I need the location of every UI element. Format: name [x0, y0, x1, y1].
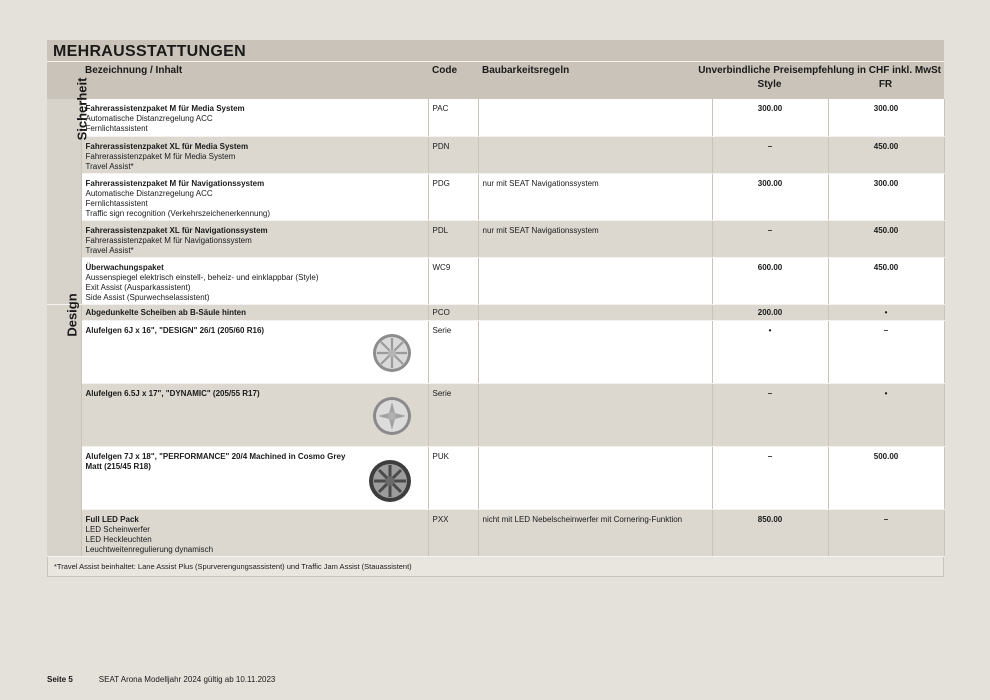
header-fr: FR — [878, 79, 893, 90]
option-description: Fahrerassistenzpaket M für Media System Automatische Distanzregelung ACC Fernlichtassistent — [81, 99, 428, 136]
option-code: WC9 — [428, 257, 478, 304]
price-fr: 300.00 — [828, 173, 944, 220]
table-row — [47, 220, 944, 257]
option-description: Full LED Pack LED Scheinwerfer LED Heckleuchten Leuchtweitenregulierung dynamisch — [81, 509, 428, 556]
option-rule — [478, 320, 712, 383]
header-bezeichnung: Bezeichnung / Inhalt — [85, 65, 183, 76]
header-code: Code — [432, 65, 457, 76]
footer-text: SEAT Arona Modelljahr 2024 gültig ab 10.11.2023 — [98, 675, 276, 684]
option-rule: nur mit SEAT Navigationssystem — [478, 220, 712, 257]
option-description: Überwachungspaket Aussenspiegel elektrisch einstell-, beheiz- und einklappbar (Style) Exit Assist (Ausparkassistent) Side Assist (Spurwechselassistent) — [81, 257, 428, 304]
price-style: – — [712, 136, 828, 173]
price-fr: 450.00 — [828, 220, 944, 257]
option-rule — [478, 136, 712, 173]
price-fr: 300.00 — [828, 99, 944, 136]
option-rule: nicht mit LED Nebelscheinwerfer mit Cornering-Funktion — [478, 509, 712, 556]
option-rule — [478, 257, 712, 304]
option-code: PDN — [428, 136, 478, 173]
price-style: – — [712, 220, 828, 257]
table-row — [47, 136, 944, 173]
page-number: Seite 5 — [47, 675, 73, 684]
table-row — [47, 320, 944, 383]
wheel-performance-icon — [368, 459, 412, 503]
price-style: 200.00 — [712, 304, 828, 320]
option-code: Serie — [428, 383, 478, 446]
option-description: Alufelgen 6J x 16", "DESIGN" 26/1 (205/60 R16) — [81, 320, 428, 383]
price-style: 300.00 — [712, 99, 828, 136]
price-style: – — [712, 446, 828, 509]
price-fr: 450.00 — [828, 257, 944, 304]
price-style: – — [712, 383, 828, 446]
table-row — [47, 257, 944, 304]
option-description: Alufelgen 7J x 18", "PERFORMANCE" 20/4 Machined in Cosmo Grey Matt (215/45 R18) — [81, 446, 428, 509]
table-header — [47, 62, 944, 99]
price-fr: • — [828, 304, 944, 320]
table-row — [47, 509, 944, 556]
option-rule — [478, 446, 712, 509]
option-code: PUK — [428, 446, 478, 509]
option-code: PDL — [428, 220, 478, 257]
price-style: • — [712, 320, 828, 383]
table-row — [47, 383, 944, 446]
price-style: 850.00 — [712, 509, 828, 556]
category-design: Design — [47, 304, 81, 556]
header-style: Style — [757, 79, 782, 90]
table-row — [47, 173, 944, 220]
header-preis: Unverbindliche Preisempfehlung in CHF inkl. MwSt — [698, 65, 941, 76]
option-rule — [478, 99, 712, 136]
header-regeln: Baubarkeitsregeln — [482, 65, 570, 76]
table-row — [47, 446, 944, 509]
table-row — [47, 304, 944, 320]
page-title: MEHRAUSSTATTUNGEN — [47, 40, 944, 62]
option-description: Fahrerassistenzpaket XL für Navigationssystem Fahrerassistenzpaket M für Navigationssystem Travel Assist* — [81, 220, 428, 257]
option-description: Fahrerassistenzpaket XL für Media System Fahrerassistenzpaket M für Media System Travel Assist* — [81, 136, 428, 173]
price-fr: 500.00 — [828, 446, 944, 509]
wheel-dynamic-icon — [372, 396, 412, 436]
price-style: 600.00 — [712, 257, 828, 304]
options-sheet — [47, 40, 944, 577]
option-code: PCO — [428, 304, 478, 320]
option-code: Serie — [428, 320, 478, 383]
price-fr: 450.00 — [828, 136, 944, 173]
option-description: Alufelgen 6.5J x 17", "DYNAMIC" (205/55 R17) — [81, 383, 428, 446]
footnote: *Travel Assist beinhaltet: Lane Assist Plus (Spurverengungsassistent) und Traffic Jam Assist (Stauassistent) — [47, 557, 944, 577]
page-footer — [47, 675, 275, 684]
table-row — [47, 99, 944, 136]
option-code: PDG — [428, 173, 478, 220]
category-sicherheit: Sicherheit — [47, 99, 81, 304]
option-code: PXX — [428, 509, 478, 556]
option-description: Fahrerassistenzpaket M für Navigationssystem Automatische Distanzregelung ACC Fernlichtassistent Traffic sign recognition (Verkehrszeichenerkennung) — [81, 173, 428, 220]
option-rule — [478, 383, 712, 446]
price-style: 300.00 — [712, 173, 828, 220]
option-rule: nur mit SEAT Navigationssystem — [478, 173, 712, 220]
price-fr: • — [828, 383, 944, 446]
option-code: PAC — [428, 99, 478, 136]
wheel-design-icon — [372, 333, 412, 373]
price-fr: – — [828, 509, 944, 556]
option-description: Abgedunkelte Scheiben ab B-Säule hinten — [81, 304, 428, 320]
option-rule — [478, 304, 712, 320]
price-fr: – — [828, 320, 944, 383]
